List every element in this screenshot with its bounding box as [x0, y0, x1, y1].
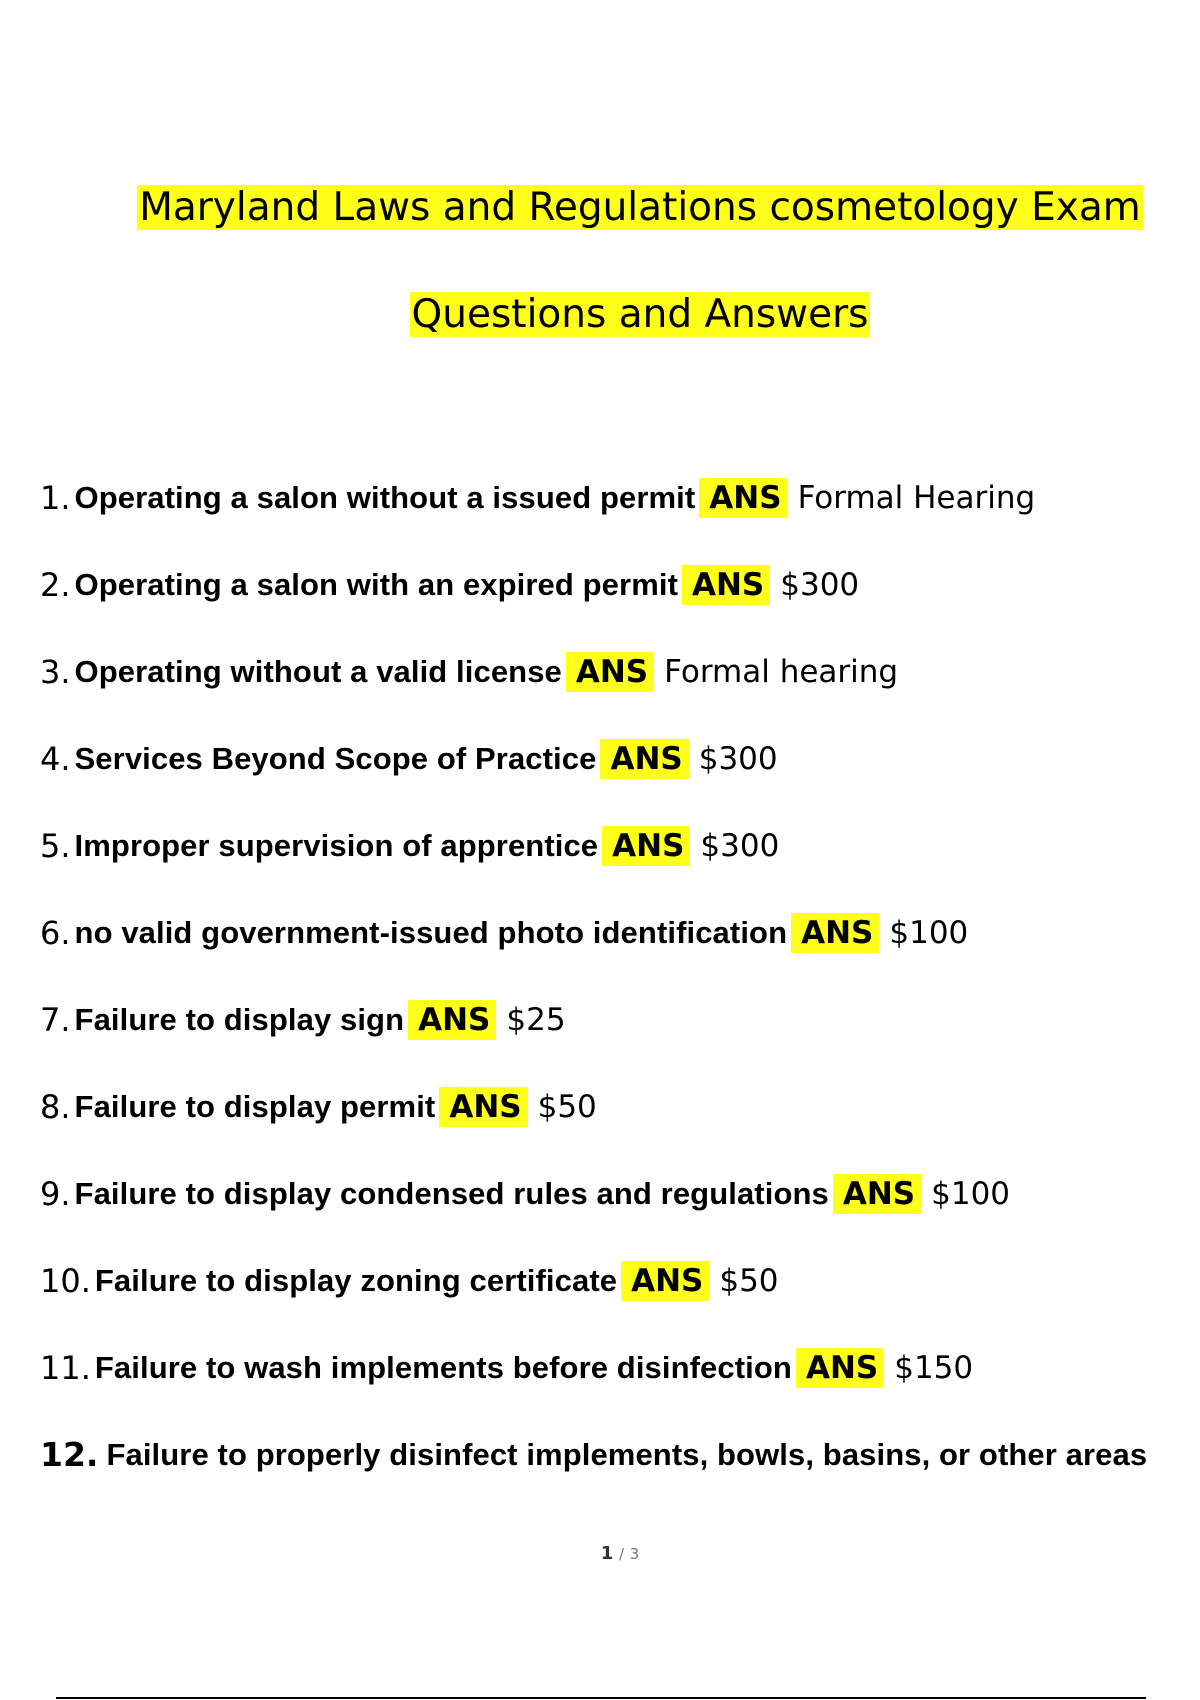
item-number: 9.: [40, 1175, 71, 1213]
subtitle-highlight: Questions and Answers: [411, 292, 869, 337]
question-text: Improper supervision of apprentice: [74, 828, 599, 863]
answer-text: $150: [894, 1350, 974, 1386]
ans-marker: ANS: [621, 1261, 709, 1301]
ans-marker: ANS: [566, 652, 654, 692]
answer-text: $100: [889, 915, 969, 951]
question-text: Operating without a valid license: [74, 654, 562, 689]
item-number: 3.: [40, 653, 71, 691]
title-line-2: [0, 291, 1200, 339]
ans-marker: ANS: [833, 1174, 921, 1214]
ans-marker: ANS: [682, 565, 770, 605]
page-indicator: [0, 1543, 1200, 1564]
question-text: Failure to display zoning certificate: [94, 1263, 618, 1298]
answer-text: $50: [719, 1263, 779, 1299]
question-text: Failure to wash implements before disinfection: [94, 1350, 792, 1385]
qa-item-2: [40, 565, 1190, 652]
answer-text: $300: [780, 567, 860, 603]
item-number: 8.: [40, 1088, 71, 1126]
title-highlight: Maryland Laws and Regulations cosmetology Exam: [139, 185, 1141, 230]
answer-text: $100: [931, 1176, 1011, 1212]
answer-text: $50: [537, 1089, 597, 1125]
answer-text: Formal Hearing: [797, 480, 1036, 516]
answer-text: Formal hearing: [664, 654, 899, 690]
qa-item-1: [40, 478, 1190, 565]
page-separator: /: [618, 1545, 625, 1563]
qa-item-11: [40, 1348, 1190, 1435]
question-text: Operating a salon with an expired permit: [74, 567, 678, 602]
question-text: Failure to display condensed rules and regulations: [74, 1176, 829, 1211]
answer-text: $300: [700, 828, 780, 864]
answer-text: $300: [698, 741, 778, 777]
qa-item-12: [40, 1435, 1190, 1515]
qa-item-10: [40, 1261, 1190, 1348]
qa-item-9: [40, 1174, 1190, 1261]
question-text: no valid government-issued photo identification: [74, 915, 788, 950]
item-number: 11.: [40, 1349, 91, 1387]
qa-item-8: [40, 1087, 1190, 1174]
ans-marker: ANS: [439, 1087, 527, 1127]
qa-item-6: [40, 913, 1190, 1000]
item-number: 1.: [40, 479, 71, 517]
question-answer-list: [40, 478, 1190, 1515]
page-bottom-rule: [56, 1697, 1146, 1699]
ans-marker: ANS: [600, 739, 688, 779]
question-text: Failure to display sign: [74, 1002, 405, 1037]
ans-marker: ANS: [699, 478, 787, 518]
qa-item-4: [40, 739, 1190, 826]
item-number: 10.: [40, 1262, 91, 1300]
qa-item-5: [40, 826, 1190, 913]
ans-marker: ANS: [602, 826, 690, 866]
ans-marker: ANS: [796, 1348, 884, 1388]
current-page: 1: [600, 1543, 614, 1564]
answer-text: $25: [506, 1002, 566, 1038]
item-number: 4.: [40, 740, 71, 778]
question-text: Services Beyond Scope of Practice: [74, 741, 597, 776]
item-number: 2.: [40, 566, 71, 604]
item-number: 6.: [40, 914, 71, 952]
ans-marker: ANS: [408, 1000, 496, 1040]
question-text: Failure to display permit: [74, 1089, 436, 1124]
qa-item-7: [40, 1000, 1190, 1087]
question-text: Failure to properly disinfect implements, bowls, basins, or other areas: [106, 1437, 1148, 1472]
qa-item-3: [40, 652, 1190, 739]
item-number: 7.: [40, 1001, 71, 1039]
item-number: 5.: [40, 827, 71, 865]
total-pages: 3: [629, 1545, 640, 1563]
item-number: 12.: [40, 1435, 99, 1474]
title-line-1: [0, 184, 1200, 232]
ans-marker: ANS: [791, 913, 879, 953]
question-text: Operating a salon without a issued permit: [74, 480, 696, 515]
